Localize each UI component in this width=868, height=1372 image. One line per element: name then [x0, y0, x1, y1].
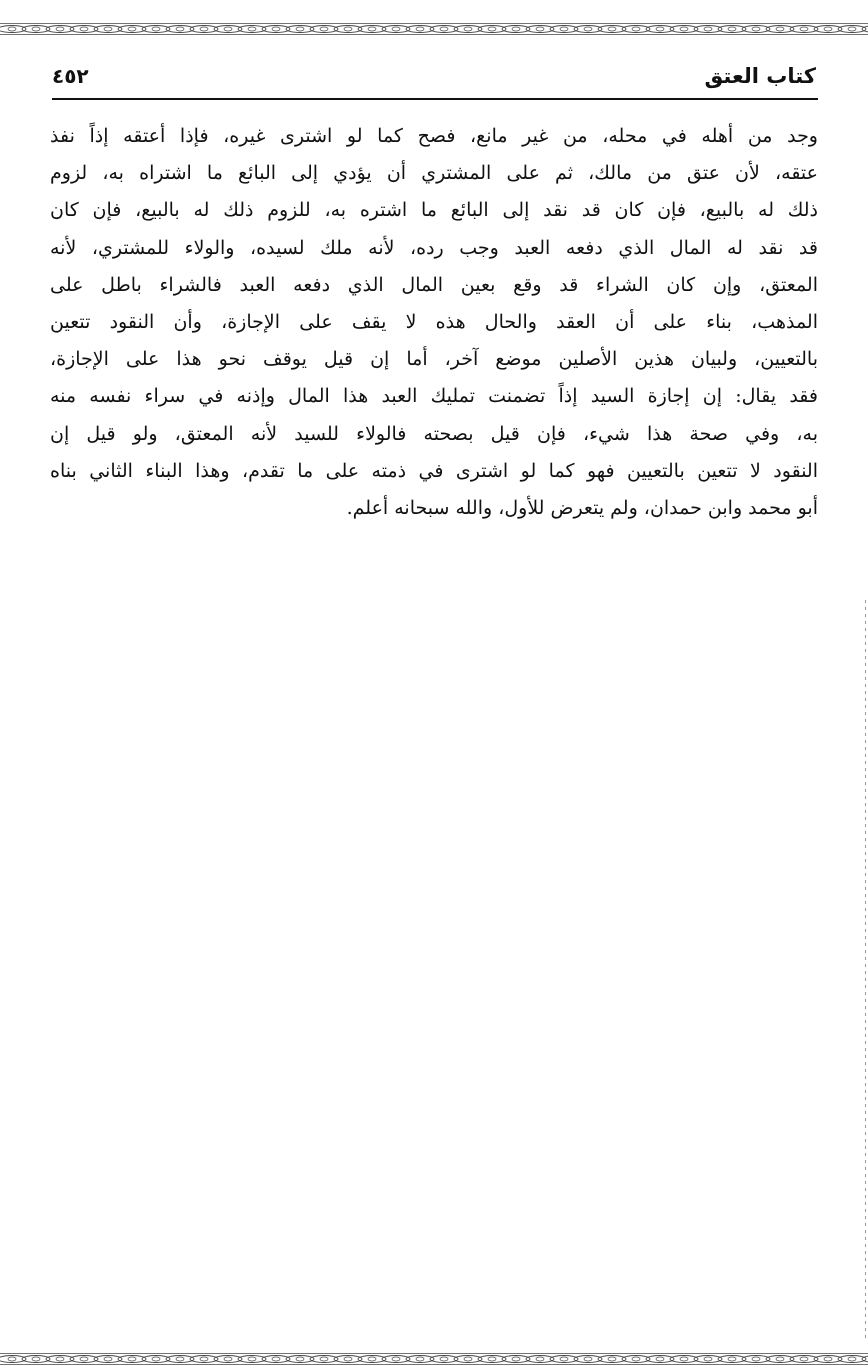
- body-line-4: قد نقد له المال الذي دفعه العبد وجب رده، لأنه ملك لسيده، والولاء للمشتري، لأنه: [50, 236, 818, 259]
- page-number: ٤٥٢: [52, 64, 89, 88]
- body-line-11: أبو محمد وابن حمدان، ولم يتعرض للأول، والله سبحانه أعلم.: [346, 496, 818, 519]
- body-line-8: فقد يقال: إن إجازة السيد إذاً تضمنت تمليك العبد هذا المال وإذنه في سراء نفسه منه: [50, 385, 818, 408]
- bottom-ornament-border: [0, 1352, 868, 1366]
- top-ornament-pattern: [0, 22, 868, 36]
- body-line-2: عتقه، لأن عتق من مالك، ثم على المشتري أن يؤدي إلى البائع ما اشتراه به، لزوم: [50, 162, 818, 185]
- top-ornament-border: [0, 22, 868, 36]
- body-line-5: المعتق، وإن كان الشراء قد وقع بعين المال الذي دفعه العبد فالشراء باطل على: [50, 273, 818, 296]
- body-line-10: النقود لا تتعين بالتعيين فهو كما لو اشترى في ذمته على ما تقدم، وهذا البناء الثاني بناه: [50, 459, 818, 482]
- body-line-1: وجد من أهله في محله، من غير مانع، فصح كما لو اشترى غيره، فإذا أعتقه إذاً نفذ: [50, 125, 818, 147]
- body-line-7: بالتعيين، ولبيان هذين الأصلين موضع آخر، أما إن قيل يوقف نحو هذا على الإجازة،: [50, 348, 818, 371]
- body-line-9: به، وفي صحة هذا شيء، فإن قيل بصحته فالولاء للسيد لأنه المعتق، ولو قيل إن: [50, 422, 818, 445]
- scan-edge-mark: [865, 600, 866, 1340]
- body-line-6: المذهب، بناء على أن العقد والحال هذه لا يقف على الإجازة، وأن النقود تتعين: [50, 310, 818, 333]
- header-rule: [52, 98, 818, 100]
- running-header: [52, 58, 816, 98]
- chapter-title: كتاب العتق: [704, 64, 816, 88]
- body-line-3: ذلك له بالبيع، فإن كان قد نقد إلى البائع ما اشتره به، للزوم ذلك له بالبيع، فإن كان: [50, 199, 818, 222]
- body-text: [50, 118, 818, 527]
- bottom-ornament-pattern: [0, 1352, 868, 1366]
